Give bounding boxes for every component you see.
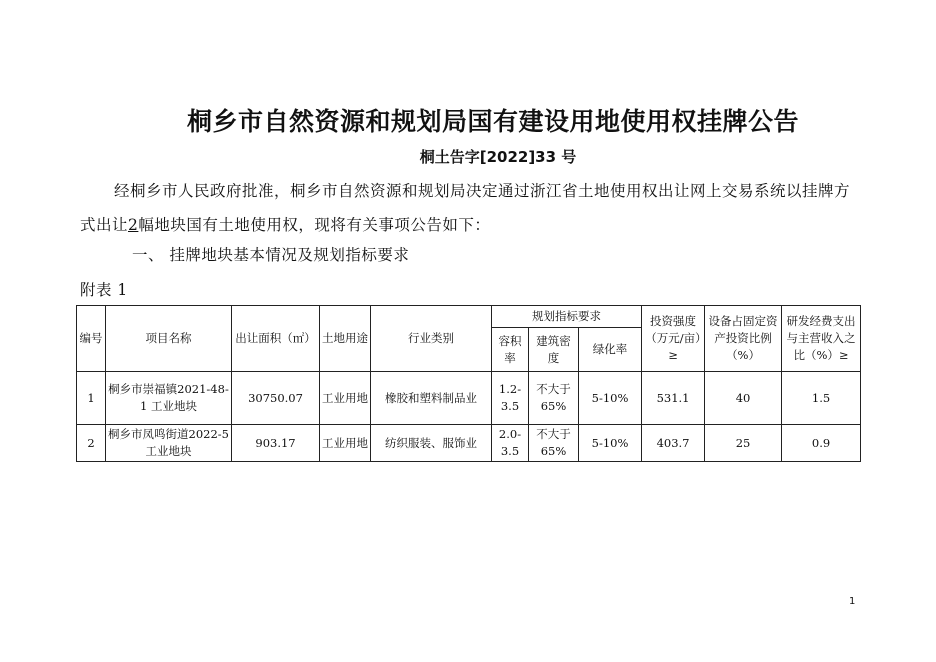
document-number: 桐土告字[2022]33 号 [419, 148, 577, 166]
parcel-count: 2 [128, 216, 139, 234]
page-number: 1 [849, 596, 856, 607]
cell-land-use: 工业用地 [320, 372, 371, 425]
header-investment: 投资强度（万元/亩）≥ [642, 306, 705, 372]
cell-green-ratio: 5-10% [579, 425, 642, 462]
cell-industry: 橡胶和塑料制品业 [371, 372, 492, 425]
cell-green-ratio: 5-10% [579, 372, 642, 425]
header-project-name: 项目名称 [106, 306, 232, 372]
header-plot-ratio: 容积率 [492, 328, 529, 372]
table-row [77, 372, 861, 425]
document-title: 桐乡市自然资源和规划局国有建设用地使用权挂牌公告 [186, 107, 799, 136]
section-heading: 一、 挂牌地块基本情况及规划指标要求 [132, 246, 410, 264]
cell-number: 2 [77, 425, 106, 462]
cell-plot-ratio: 2.0-3.5 [492, 425, 529, 462]
cell-rd-ratio: 0.9 [782, 425, 861, 462]
header-land-use: 土地用途 [320, 306, 371, 372]
table-header-row [77, 306, 861, 328]
cell-rd-ratio: 1.5 [782, 372, 861, 425]
cell-building-density: 不大于65% [529, 425, 579, 462]
cell-equipment-ratio: 40 [705, 372, 782, 425]
header-number: 编号 [77, 306, 106, 372]
attachment-label: 附表 1 [80, 281, 128, 299]
cell-area: 30750.07 [232, 372, 320, 425]
cell-building-density: 不大于65% [529, 372, 579, 425]
cell-plot-ratio: 1.2-3.5 [492, 372, 529, 425]
cell-investment: 403.7 [642, 425, 705, 462]
header-industry: 行业类别 [371, 306, 492, 372]
cell-equipment-ratio: 25 [705, 425, 782, 462]
cell-land-use: 工业用地 [320, 425, 371, 462]
cell-project-name: 桐乡市崇福镇2021-48-1 工业地块 [106, 372, 232, 425]
header-building-density: 建筑密度 [529, 328, 579, 372]
header-equipment-ratio: 设备占固定资产投资比例（%） [705, 306, 782, 372]
cell-area: 903.17 [232, 425, 320, 462]
cell-number: 1 [77, 372, 106, 425]
intro-text-2: 幅地块国有土地使用权，现将有关事项公告如下： [138, 216, 491, 234]
cell-project-name: 桐乡市凤鸣街道2022-5 工业地块 [106, 425, 232, 462]
header-area: 出让面积（㎡） [232, 306, 320, 372]
intro-paragraph [80, 174, 860, 242]
header-green-ratio: 绿化率 [579, 328, 642, 372]
header-rd-ratio: 研发经费支出与主营收入之比（%）≥ [782, 306, 861, 372]
land-parcel-table [76, 305, 861, 462]
cell-industry: 纺织服装、服饰业 [371, 425, 492, 462]
cell-investment: 531.1 [642, 372, 705, 425]
header-planning-group: 规划指标要求 [492, 306, 642, 328]
intro-text-1: 经桐乡市人民政府批准，桐乡市自然资源和规划局决定通过浙江省土地使用权出让网上交易系统以挂牌方式出让 [80, 182, 851, 234]
table-row [77, 425, 861, 462]
